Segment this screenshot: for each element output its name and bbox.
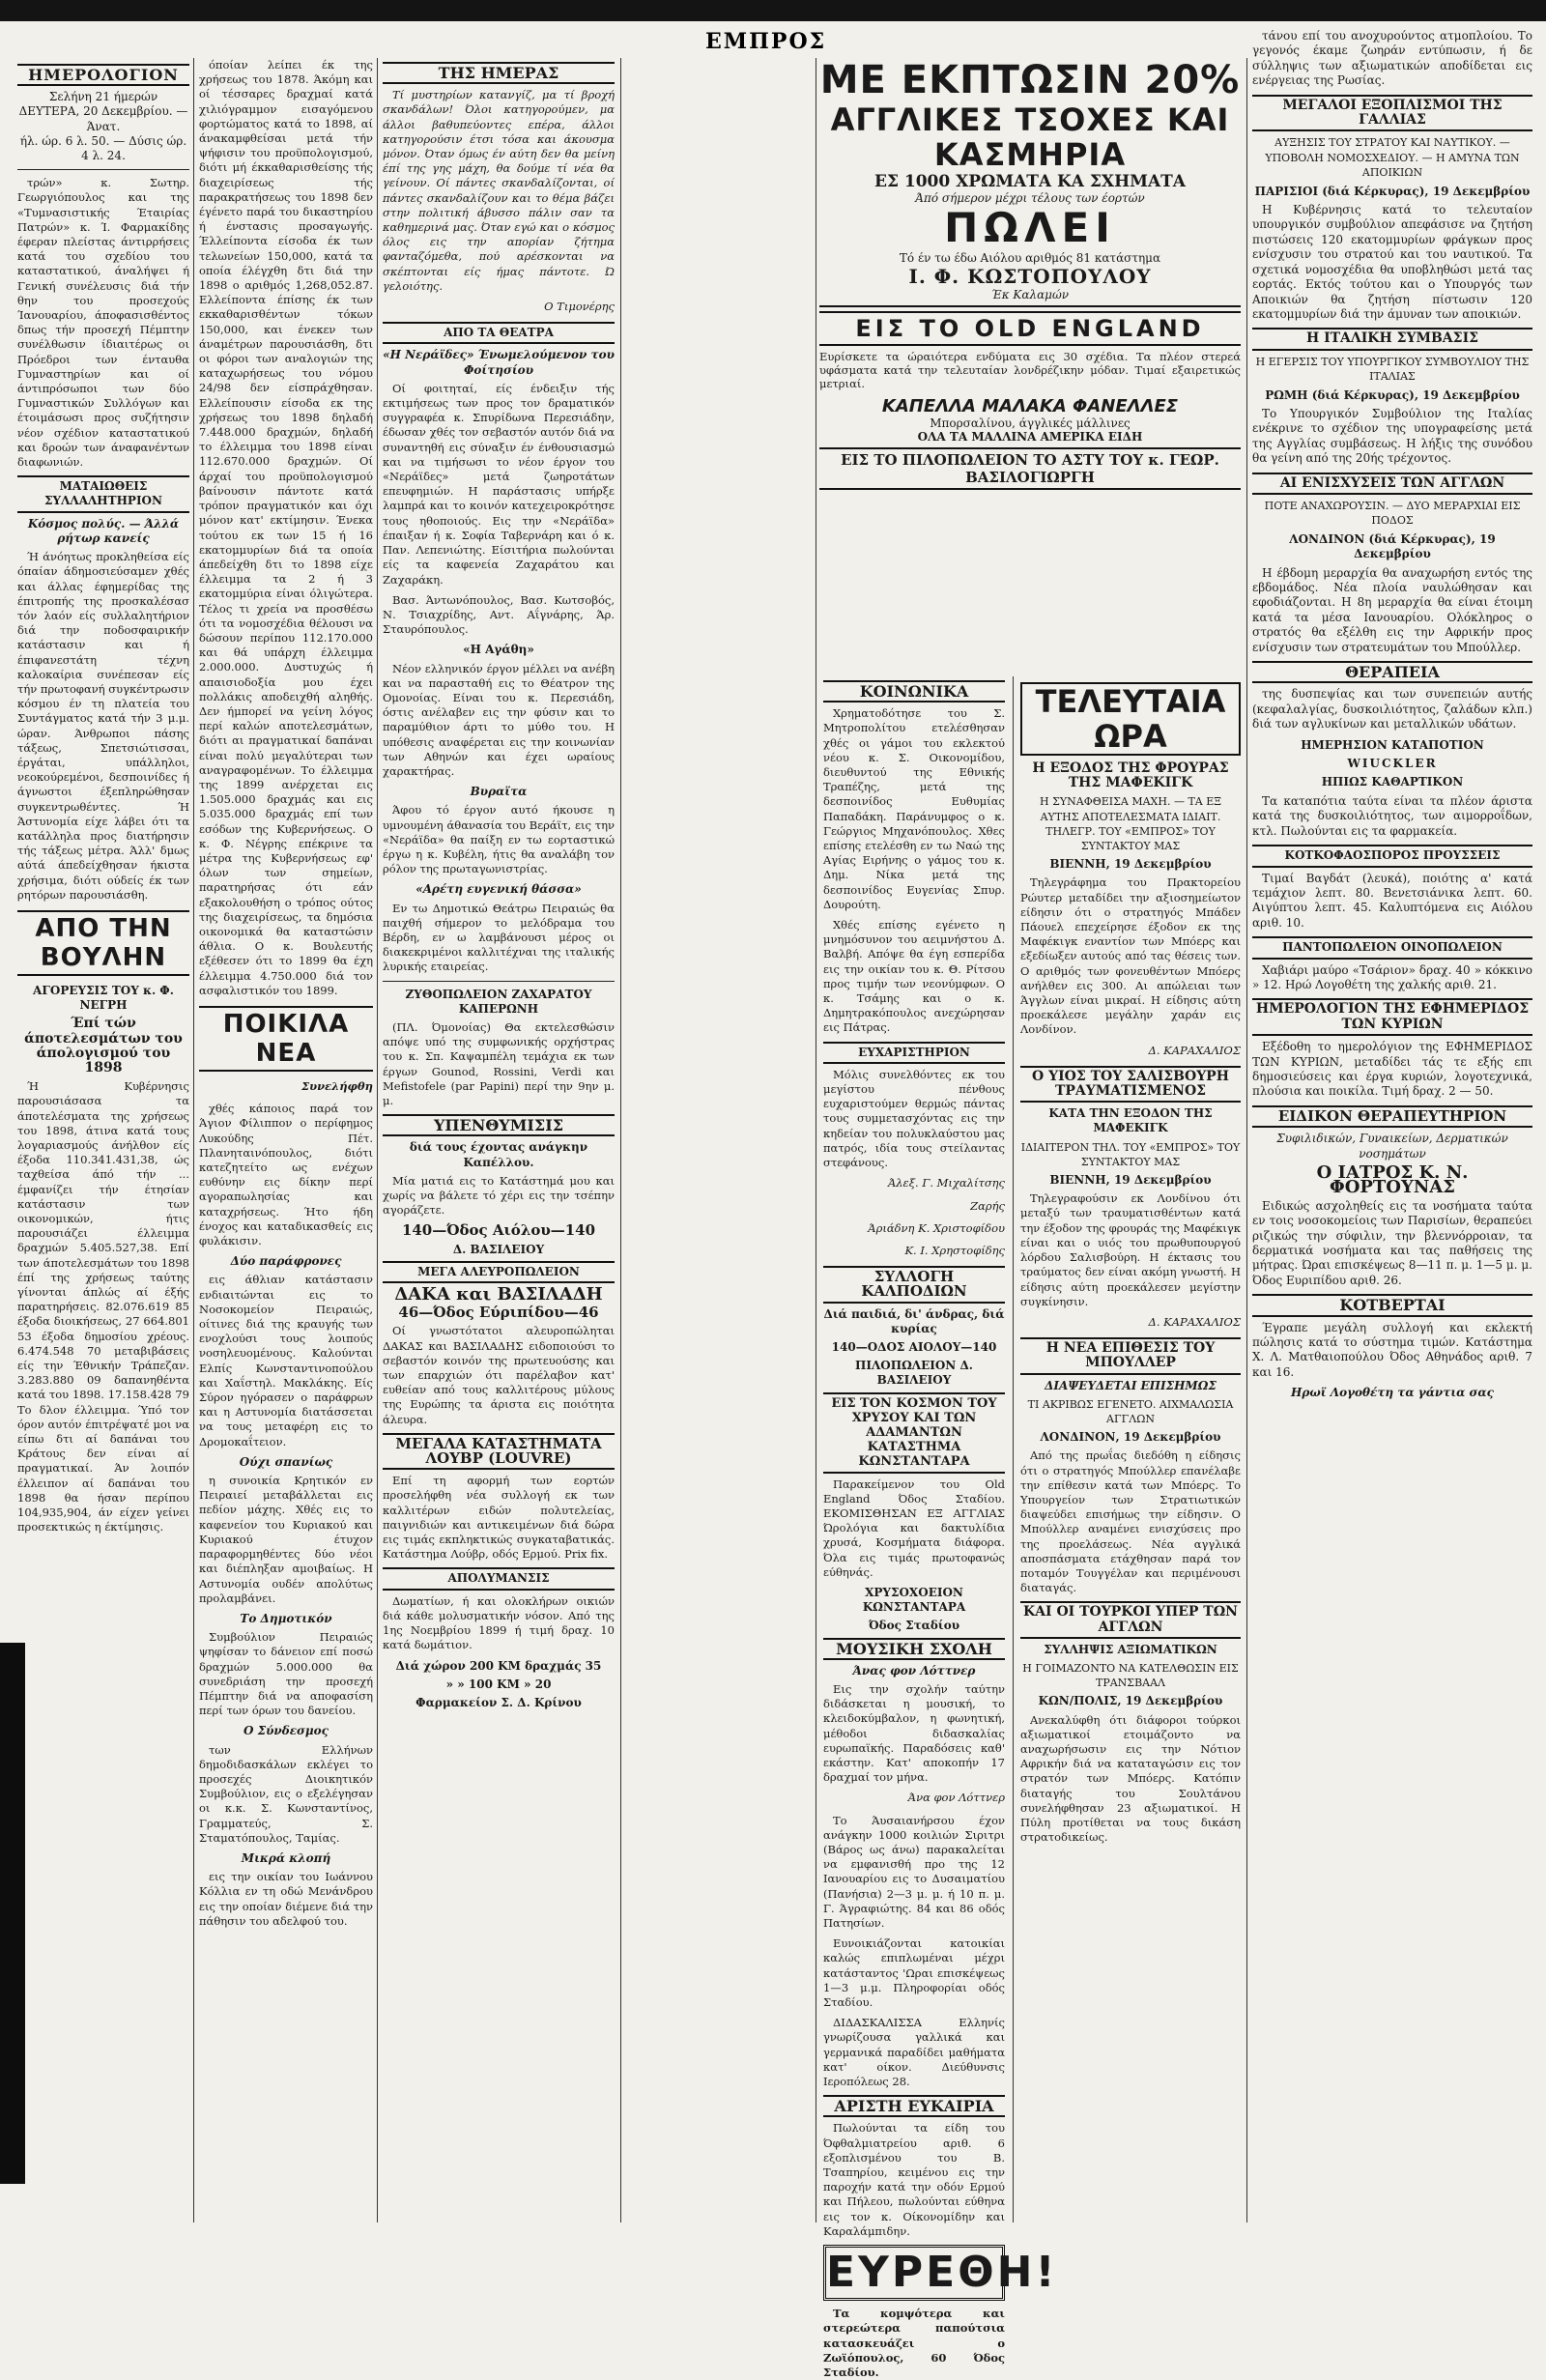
ad-text: Εις την σχολήν ταύτην διδάσκεται η μουσική, το κλειδοκύμβαλον, η φωνητική, μέθοδοι διδασκαλίας ευρωπαϊκής. Παραδόσεις καθ' εκάστην. Κατ' αποκοπήν 17 δραχμαί τον μήνα. [823, 1681, 1005, 1785]
item-head: Μικρά κλοπή [241, 1850, 331, 1865]
article-text: Χρηματοδότησε του Σ. Μητροπολίτου ετελέσθησαν χθές οι γάμοι του εκλεκτού νέου κ. Σ. Οικονομίδου, διευθυντού της Εθνικής Τραπέζης, μετά της δεσποινίδος Ευθυμίας Παπαδάκη. Παράνυμφος ο κ. Γεώργιος Μηχανόπουλος. Χθες επίσης ετελέσθη εν τω Ναώ της Αγίας Ειρήνης ο γάμος του κ. Δημ. Νίκα μετά της δεσποινίδος Ευγενίας Σπυρ. Δουρούτη. [823, 706, 1005, 911]
ad-text: Μία ματιά εις το Κατάστημά μου και χωρίς να βάλετε τό χέρι εις την τσέπην αγοράζετε. [383, 1173, 615, 1218]
ad-line: » » 100 ΚΜ » 20 [445, 1677, 552, 1691]
column-rule [1013, 676, 1014, 2222]
divider [383, 981, 615, 982]
news-subtitle: Η ΣΥΝΑΦΘΕΙΣΑ ΜΑΧΗ. — ΤΑ ΕΞ ΑΥΤΗΣ ΑΠΟΤΕΛΕΣΜΑΤΑ ΙΔΙΑΙΤ. ΤΗΛΕΓΡ. ΤΟΥ «ΕΜΠΡΟΣ» ΤΟΥ ΣΥΝΤΑΚΤΟΥ ΜΑΣ [1040, 795, 1221, 853]
advertisement-block [819, 58, 1241, 494]
ad-text: Τα καταπότια ταύτα είναι τα πλέον άριστα κατά της δυσκοιλιότητος, των αιμορροΐδων, κτλ. Πωλούνται εις τα φαρμακεία. [1252, 793, 1532, 838]
dateline: ΡΩΜΗ (διά Κέρκυρας), 19 Δεκεμβρίου [1265, 387, 1520, 402]
item-head: Ο Σύνδεσμος [243, 1724, 329, 1738]
ad-title: ΑΡΙΣΤΗ ΕΥΚΑΙΡΙΑ [823, 2095, 1005, 2117]
article-text: Το Υπουργικόν Συμβούλιον της Ιταλίας ενέκρινε το σχέδιον της υπογραφείσης μετά της Αγγλίας συμβάσεως. Η λήξις της συνόδου θα γείνη από της 20ής τρέχοντος. [1252, 406, 1532, 466]
ad-headline: ΚΑΠΕΛΛΑ ΜΑΛΑΚΑ ΦΑΝΕΛΛΕΣ [881, 396, 1179, 416]
section-title: ΑΠΟ ΤΑ ΘΕΑΤΡΑ [383, 322, 615, 344]
ad-title: ΚΟΤΒΕΡΤΑΙ [1252, 1294, 1532, 1316]
news-title: ΜΕΓΑΛΟΙ ΕΞΟΠΛΙΣΜΟΙ ΤΗΣ ΓΑΛΛΙΑΣ [1252, 95, 1532, 132]
ad-name: Δ. ΒΑΣΙΛΕΙΟΥ [452, 1242, 545, 1256]
kostopoulos-ad [819, 58, 1241, 307]
ad-title: ΜΕΓΑ ΑΛΕΥΡΟΠΩΛΕΙΟΝ [383, 1261, 615, 1283]
column-7 [1252, 29, 1532, 2222]
section-lead: Έπί τών άποτελεσμάτων του άπολογισμού του 1898 [24, 1016, 183, 1075]
section-title: ΜΑΤΑΙΩΘΕΙΣ ΣΥΛΛΑΛΗΤΗΡΙΟΝ [17, 475, 189, 512]
ad-title: ΖΥΘΟΠΩΛΕΙΟΝ ΖΑΧΑΡΑΤΟΥ ΚΑΠΕΡΩΝΗ [405, 987, 592, 1016]
article-text: Από της πρωΐας διεδόθη η είδησις ότι ο στρατηγός Μπούλλερ επανέλαβε την επίθεσιν κατά των Μπόερς. Το Υπουργείον των Στρατιωτικών διαψεύδει επισήμως την είδησιν. Ο Μπούλλερ αναμένει ενισχύσεις προ της προελάσεως. Νέα αγγλικά αποσπάσματα ετάχθησαν παρά τον ποταμόν Τουγγέλαν και περιμένουσι διαταγάς. [1020, 1448, 1241, 1595]
column-rule [1246, 58, 1247, 2222]
ad-title: ΘΕΡΑΠΕΙΑ [1252, 661, 1532, 683]
item-head: Ούχι σπανίως [239, 1454, 333, 1469]
news-subtitle: Η ΓΟΙΜΑΖΟΝΤΟ ΝΑ ΚΑΤΕΛΘΩΣΙΝ ΕΙΣ ΤΡΑΝΣΒΑΑΛ [1022, 1661, 1239, 1690]
ad-subtitle: Άνας φον Λόττνερ [852, 1663, 976, 1677]
news-subtitle: ΑΥΞΗΣΙΣ ΤΟΥ ΣΤΡΑΤΟΥ ΚΑΙ ΝΑΥΤΙΚΟΥ. — ΥΠΟΒΟΛΗ ΝΟΜΟΣΧΕΔΙΟΥ. — Η ΑΜΥΝΑ ΤΩΝ ΑΠΟΙΚΙΩΝ [1265, 136, 1520, 180]
ad-title: ΥΠΕΝΘΥΜΙΣΙΣ [383, 1114, 615, 1136]
top-ink-band [0, 0, 1546, 21]
article-text: Άφου τό έργον αυτό ήκουσε η υμνουμένη άθανασία του Βεράϊτ, εις την «Νεράϊδα» θα παίξη εν τω εορταστικώ έργω η κ. Κυβέλη, ήτις θα αναλάβη τον ρόλον της πρωταγωνιστρίας. [383, 803, 615, 876]
article-text: Ή Κυβέρνησις παρουσιάσασα τα άποτελέσματα της χρήσεως του 1898, άτινα κατά τους λογαριασμούς άνήλθον είς έξοδα 110.341.431,38, ώς ταχθείσα άπό τήν ... έμφανίζει τήν έτησίαν κατάστασιν των οικονομικών, ήτις παρουσιάζει έλλειμμα δραχμών 5.405.527,38. Επί των άποτελεσμάτων του 1898 έπί της χρήσεως ταύτης γίνονται άπλώς αί έξής παρατηρήσεις. 82.076.619 85 έξοδα διοικήσεως, 27 664.801 53 έξοδα δημοσίου χρέους. 6.474.548 70 μεταβιβάσεις είς την Έθνικήν Τράπεζαν. 3.283.880 09 δαπανηθέντα κατά του 1898. 17.158.428 79 Το δλον έλλειμμα. Ύπό τον όρον αυτόν έπιτρέψατέ μοι να είπω δτι αί δαπάναι του Κράτους δεν είναι αί πραγματικαί. Άν λοιπόν έλλειπον αί δαπάναι του 1898 θα ήσαν περίπου 104,935,904, άν είχεν γείνει προσεκτικώς η έκτίμησις. [17, 1079, 189, 1534]
ad-name: Ο ΙΑΤΡΟΣ Κ. Ν. ΦΟΡΤΟΥΝΑΣ [1316, 1162, 1469, 1198]
dateline: ΠΑΡΙΣΙΟΙ (διά Κέρκυρας), 19 Δεκεμβρίου [1254, 184, 1531, 198]
news-subtitle: ΠΟΤΕ ΑΝΑΧΩΡΟΥΣΙΝ. — ΔΥΟ ΜΕΡΑΡΧΙΑΙ ΕΙΣ ΠΟΔΟΣ [1264, 499, 1521, 528]
section-subtitle: ΑΓΟΡΕΥΣΙΣ ΤΟΥ κ. Φ. ΝΕΓΡΗ [33, 983, 174, 1013]
article-text: Τί μυστηρίων κατανγίζ, μα τί βροχή σκανδάλων! Όλοι κατηγορούμεν, μα άλλοι βαθυπεύοντες επέρα, άλλοι κατηγορούσιν έτσι τόσα και άκουσμα μόνον. Όταν όμως έν αύτη δεν θα μείνη έπί της γης μάχη, θα δούμε τί νέα θα γείνουν. Οί πάντες σκανδαλίζονται, οί πάντες σκανδαλίζουν και το θέμα βάζει στην πολιτική άβυσσο πάλιν σαν τα καθημερινά μας. Όταν εγώ και ο κόσμος όλος εις την απορίαν ζήτημα φανταζόμεθα, πού αρέσκονται να σκέπτονται είς ήμας πάντοτε. Ώ γελοιότης. [383, 88, 615, 293]
article-text: εις άθλιαν κατάστασιν ενδιαιτώνται εις το Νοσοκομείον Πειραιώς, οίτινες διά της κραυγής των ενοχλούσι τους λοιπούς νοσηλευομένους. Καλούνται Ελπίς Κωνσταντινοπούλου και Χαΐστηλ. Μακλάκης. Είς Σύρον ηγόρασεν ο παράφρων και η Αστυνομία διατάσσεται να τους μεταφέρη εις το Δρομοκαΐτειον. [199, 1273, 373, 1448]
ad-text: Ειδικώς ασχοληθείς εις τα νοσήματα ταύτα εν τοις νοσοκομείοις των Παρισίων, θεραπεύει ριζικώς την σύφιλιν, την βλεννόρροιαν, τα δερματικά νοσήματα και τας παθήσεις της μήτρας. Ώραι επισκέψεως 8—11 π. μ. 1—5 μ. μ. Όδος Ευριπίδου αριθ. 26. [1252, 1198, 1532, 1287]
article-text: τάνου επί του ανοχυρούντος ατμοπλοίου. Το γεγονός έκαμε ζωηράν εντύπωσιν, ή δε σύλληψις των αξιωματικών αποδίδεται εις ενέργειας της Ρωσίας. [1252, 29, 1532, 88]
news-title: Η ΕΞΟΔΟΣ ΤΗΣ ΦΡΟΥΡΑΣ ΤΗΣ ΜΑΦΕΚΙΓΚ [1032, 760, 1229, 791]
ad-subtitle: Διά παιδιά, δι' άνδρας, διά κυρίας [823, 1306, 1005, 1335]
ad-text: Παρακείμενον του Old England Όδος Σταδίου. ΕΚΟΜΙΣΘΗΣΑΝ ΕΞ ΑΓΓΛΙΑΣ Ώρολόγια και δακτυλίδια χρυσά, Κοσμήματα διάφορα. Όλα εις τιμάς πρωτοφανώς εύθηνάς. [823, 1477, 1005, 1579]
ad-text: ΔΙΔΑΣΚΑΛΙΣΣΑ Ελληνίς γνωρίζουσα γαλλικά και γερμανικά παραδίδει μαθήματα κατ' οίκον. Διεύθυνσις Ιεροπόλεως 28. [823, 2016, 1005, 2089]
article-text: Μόλις συνελθόντες εκ του μεγίστου πένθους ευχαριστούμεν θερμώς πάντας τους συμμετασχόντας εις την κηδείαν του πολυκλαύστου μας πατρός, ιδία τους στείλαντας στεφάνους. [823, 1067, 1005, 1170]
signature: Ο Τιμονέρης [544, 300, 615, 314]
signature: Δ. ΚΑΡΑΧΑΛΙΟΣ [1148, 1314, 1241, 1329]
dateline: ΛΟΝΔΙΝΟΝ (διά Κέρκυρας), 19 Δεκεμβρίου [1289, 531, 1496, 561]
column-2 [199, 58, 373, 2232]
ad-text: Το Άυσαιανήρσου έχον ανάγκην 1000 κοιλιών Σιριτρι (Βάρος ως άνω) παρακαλείται να εμφανισθή προ της 12 Ιανουαρίου εις το Δυσαιματίου (Πανήσια) 2—3 μ. μ. ή 10 π. μ. Γ. Άγραφιώτης. 84 και 86 οδός Πατησίων. [823, 1813, 1005, 1931]
section-subtitle: Κόσμος πολύς. — Άλλά ρήτωρ κανείς [27, 516, 180, 545]
ad-title: ΗΜΕΡΟΛΟΓΙΟΝ ΤΗΣ ΕΦΗΜΕΡΙΔΟΣ ΤΩΝ ΚΥΡΙΩΝ [1252, 998, 1532, 1036]
last-hour-title: ΤΕΛΕΥΤΑΙΑ ΩΡΑ [1020, 682, 1241, 756]
ad-address: 140—Όδος Αιόλου—140 [401, 1221, 596, 1240]
column-rule [620, 58, 621, 2222]
ad-subtitle: WIUCKLER [1347, 757, 1438, 771]
news-subtitle: ΚΑΤΑ ΤΗΝ ΕΞΟΔΟΝ ΤΗΣ ΜΑΦΕΚΙΓΚ [1048, 1106, 1213, 1135]
ad-name: ΔΑΚΑ και ΒΑΣΙΛΑΔΗ [394, 1284, 603, 1305]
article-text: Ανεκαλύφθη ότι διάφοροι τούρκοι αξιωματικοί ετοιμάζοντο να αναχωρήσωσιν εις την Νότιον Αφρικήν διά να καταταγώσιν εις τον στρατόν των Μπόερς. Κατόπιν διαταγής του Σουλτάνου συνελήφθησαν 23 αξιωματικοί. Η Πύλη προτίθεται να τους δικάση στρατοδικείως. [1020, 1712, 1241, 1845]
ad-text: Έγραπε μεγάλη συλλογή και εκλεκτή πώλησις κατά το σύστημα τιμών. Κατάστημα Χ. Λ. Ματθαιοπούλου Όδος Αθηνάδος αριθ. 7 και 16. [1252, 1320, 1532, 1379]
signature: Ζαρής [970, 1198, 1005, 1213]
article-text: χθές κάποιος παρά τον Άγιον Φίλιππον ο περίφημος Λυκούδης Πέτ. Πλανηταινόπουλος, διότι κατεζητείτο ως ενέχων ευθύνην εις δίκην περί αγοραπωλησίας και καταχρήσεως. Ήτο ήδη ένοχος και καταδικασθείς εις φυλάκισιν. [199, 1102, 373, 1248]
ad-subline: Άπό σήμερον μέχρι τέλους των έορτών [915, 191, 1145, 205]
ad-text: Τα κομψότερα και στερεώτερα παπούτσια κατασκευάζει ο Ζωϊόπουλος, 60 Όδος Σταδίου. [823, 2307, 1005, 2379]
boule-title: ΑΠΟ ΤΗΝ ΒΟΥΛΗΝ [17, 910, 189, 976]
article-text: Νέον ελληνικόν έργον μέλλει να ανέβη και να παρασταθή εις το Θέατρον της Ομονοίας. Είναι του κ. Περεσιάδη, όστις ανέλαβεν εις την φύσιν και το παραμύθιον άρτι το μύθο του. Η υπόθεσις αναφέρεται εις την κοινωνίαν των Αθηνών και έχει ωραίους χαρακτήρας. [383, 661, 615, 778]
article-text: η συνοικία Κρητικόν εν Πειραιεί μεταβάλλεται εις πεδίον μάχης. Χθές εις το καφενείον του Κυριακού και Κυριακού έτυχον παραφορμηθέντες δύο νέοι και διέπληξαν αμοιβαίως. Η Αστυνομία ουδέν απολύτως προλαμβάνει. [199, 1474, 373, 1605]
dateline: ΒΙΕΝΝΗ, 19 Δεκεμβρίου [1049, 1173, 1212, 1188]
ad-text: Τιμαί Βαγδάτ (λευκά), ποιότης α' κατά τεμάχιον λεπτ. 80. Βενετσιάνικα λεπτ. 60. Αιγύπτου λεπτ. 45. Καλυπτόμενα εις Αιόλου αριθ. 10. [1252, 871, 1532, 930]
signature: Άνα φον Λόττνερ [907, 1791, 1005, 1805]
ad-address: 46—Όδος Εύριπίδου—46 [398, 1304, 599, 1322]
calendar-line: ΔΕΥΤΕΡΑ, 20 Δεκεμβρίου. — Άνατ. [18, 104, 188, 133]
item-head: Βυραϊτα [470, 785, 528, 799]
dateline: ΚΩΝ/ΠΟΛΙΣ, 19 Δεκεμβρίου [1038, 1694, 1223, 1708]
ad-title: ΣΥΛΛΟΓΗ ΚΑΛΠΟΔΙΩΝ [823, 1266, 1005, 1303]
ad-address: 140—ΟΔΟΣ ΑΙΟΛΟΥ—140 [831, 1339, 997, 1354]
ad-text: Ευνοικιάζονται κατοικίαι καλώς επιπλωμέναι μέχρι κατάσταντος 'Ωραι επισκέψεως 1—3 μ.μ. Πληροφορίαι οδός Σταδίου. [823, 1936, 1005, 2010]
ad-subline: ΟΛΑ ΤΑ ΜΑΛΛΙΝΑ ΑΜΕΡΙΚΑ ΕΙΔΗ [917, 430, 1143, 444]
ad-text: Ευρίσκετε τα ώραιότερα ενδύματα εις 30 σχέδια. Τα πλέον στερεά υφάσματα κατά την τελευταίαν λονδρέζικην μόδαν. Τιμαί εξαιρετικώς μετριαί. [819, 350, 1241, 390]
ad-name: ΠΙΛΟΠΩΛΕΙΟΝ Δ. ΒΑΣΙΛΕΙΟΥ [855, 1359, 973, 1388]
item-head: «Αρέτη ευγενική θάσσα» [415, 882, 582, 897]
ad-text: Πωλούνται τα είδη του Όφθαλμιατρείου αριθ. 6 εξοπλισμένου του Β. Τσαπηρίου, κειμένου εις την παροχήν κατά την οδόν Ερμού και Πήλεου, πωλούνται εύθηνα εις τον κ. Οίκονομίδην και Καραλάμπιδην. [823, 2121, 1005, 2238]
ad-headline: ΑΓΓΛΙΚΕΣ ΤΣΟΧΕΣ ΚΑΙ ΚΑΣΜΗΡΙΑ [830, 101, 1230, 173]
ad-title: ΚΟΤΚΟΦΑΟΣΠΟΡΟΣ ΠΡΟΥΣΣΕΙΣ [1252, 845, 1532, 867]
news-title: ΑΙ ΕΝΙΣΧΥΣΕΙΣ ΤΩΝ ΑΓΓΛΩΝ [1252, 473, 1532, 495]
ad-subline: Τό έν τω έδω Αιόλου αριθμός 81 κατάστημα [899, 251, 1161, 265]
article-text: Τηλεγραφούσιν εκ Λονδίνου ότι μεταξύ των τραυματισθέντων κατά την έξοδον της φρουράς της Μαφέκιγκ είναι και ο υιός του πρωθυπουργού λόρδου Σαλισβούρη. Η έκτασις του τραύματος δεν είναι ακόμη γνωστή. Η είδησις αύτη προεκάλεσεν μεγίστην συγκίνησιν. [1020, 1191, 1241, 1308]
item-head: Το Δημοτικόν [240, 1611, 332, 1625]
section-title: ΕΥΧΑΡΙΣΤΗΡΙΟΝ [823, 1042, 1005, 1064]
ad-name: ΧΡΥΣΟΧΟΕΙΟΝ ΚΩΝΣΤΑΝΤΑΡΑ [862, 1585, 966, 1615]
news-title: Η ΙΤΑΛΙΚΗ ΣΥΜΒΑΣΙΣ [1252, 328, 1532, 350]
item-head: Συνελήφθη [301, 1079, 373, 1093]
ad-subline: Έκ Καλαμών [990, 288, 1070, 301]
masthead: ΕΜΠΡΟΣ [705, 29, 827, 54]
dateline: ΒΙΕΝΝΗ, 19 Δεκεμβρίου [1049, 857, 1212, 872]
ad-headline: ΜΕ ΕΚΠΤΩΣΙΝ 20% [819, 58, 1241, 102]
eurethi-headline: ΕΥΡΕΘΗ! [823, 2245, 1005, 2301]
ad-subtitle: Συφιλιδικών, Γυναικείων, Δερματικών νοσημάτων [1276, 1132, 1508, 1161]
article-text: Η Κυβέρνησις κατά το τελευταίον υπουργικόν συμβούλιον απεφάσισε να ζητήση πιστώσεις 120 εκατομμυρίων φράγκων προς ενίσχυσιν του στρατού και του ναυτικού. Τα σχετικά νομοσχέδια θα υποβληθώσι μετά τας εορτάς. Εκτός τούτου και ο Υπουργός των Αποικιών θα ζητήση πίστωσιν 120 εκατομμυρίων διά την άμυναν των αποικιών. [1252, 203, 1532, 321]
article-text: των Ελλήνων δημοδιδασκάλων εκλέγει το προσεχές Διοικητικόν Συμβούλιον, εις ο εξελέγησαν οι κ.κ. Σ. Κωνσταντίνος, Γραμματεύς, Σ. Σταματόπουλος, Ταμίας. [199, 1742, 373, 1845]
ad-subline: Μπορσαλίνου, άγγλικές μάλλινες [930, 416, 1131, 430]
ad-headline: ΠΩΛΕΙ [944, 204, 1116, 251]
ad-text: (ΠΛ. Όμονοίας) Θα εκτελεσθώσιν απόψε υπό της συμφωνικής ορχήστρας του κ. Σπ. Καψαμπέλη τεμάχια εκ των έργων Gounod, Rossini, Verdi και Mefistofele (par Papini) περί την 9ην μ. μ. [383, 1019, 615, 1107]
ad-title: ΕΙΣ ΤΟΝ ΚΟΣΜΟΝ ΤΟΥ ΧΡΥΣΟΥ ΚΑΙ ΤΩΝ ΑΔΑΜΑΝΤΩΝ ΚΑΤΑΣΤΗΜΑ ΚΩΝΣΤΑΝΤΑΡΑ [823, 1392, 1005, 1474]
news-title: Ο ΥΙΟΣ ΤΟΥ ΣΑΛΙΣΒΟΥΡΗ ΤΡΑΥΜΑΤΙΣΜΕΝΟΣ [1020, 1066, 1241, 1103]
ad-subline: ΕΣ 1000 ΧΡΩΜΑΤΑ ΚΑ ΣΧΗΜΑΤΑ [873, 172, 1186, 191]
article-text: Χθές επίσης εγένετο η μνημόσυνον του αειμνήστου Δ. Βαλβή. Απόψε θα έγη εσπερίδα εις την οικίαν του κ. Θ. Ρίτσου προς τιμήν των νεονύμφων. Ο κ. Τσάμης και ο κ. Δημητρακόπουλος ανεχώρησαν εις Πάτρας. [823, 918, 1005, 1035]
item-head: «Η Αγάθη» [463, 643, 534, 657]
ad-subtitle: ΗΠΙΩΣ ΚΑΘΑΡΤΙΚΟΝ [1321, 775, 1464, 789]
article-text: Οί φοιτηταί, είς ένδειξιν τής εκτιμήσεως των προς τον δραματικόν συγγραφέα κ. Σπυρίδωνα Περεσιάδην, έδωσαν χθές τον σεβαστόν αυτόν διά να συναντηθή εις σύναξιν έν ένθουσιασμώ και να τιμήσωσι το νέον έργον του «Νεράϊδες» μετά ζωηροτάτων επευφημιών. Η παράστασις υπήρξε λαμπρά και το κοινόν κατεχειροκρότησε τους ηθοποιούς. Εις την «Νεράϊδα» έπαιξαν ή κ. Σοφία Ταβερνάρη και ό κ. Παν. Λεπενιώτης. Είσιτήρια πωλούνται είς τα καφενεία Ζαχαράτου και Ζαχαράκη. [383, 381, 615, 587]
old-england-ad: ΕΙΣ ΤΟ OLD ENGLAND [819, 311, 1241, 346]
section-title: ΤΗΣ ΗΜΕΡΑΣ [383, 62, 615, 84]
column-5 [823, 676, 1058, 2379]
article-text: τρών» κ. Σωτηρ. Γεωργιόπουλος και της «Τυμνασιστικής Έταιρίας Πατρών» κ. Ί. Φαρμακίδης έφεραν πλείστας άντιρρήσεις κατά του σχεδίου του καταστατικού, άναλήψει ή Γενική συνέλευσις διά τήν θην του προσεχούς Ίανουαρίου, άποφασισθέντος δπως τήν προσεχή Πέμπτην συνέλθωσιν ίδιαιτέρως οι Πρόεδροι των ένταυθα Γυμναστηρίων και οί άντιπρόσωποι των δύο Γυμναστικών Συλλόγων και έτοιμάσωσι προς συζήτησιν νέον σχέδιον καταστατικού και δροών των άναφανέντων διαφωνιών. [17, 176, 189, 470]
signature: Άλεξ. Γ. Μιχαλίτσης [887, 1176, 1005, 1190]
news-subtitle: ΤΙ ΑΚΡΙΒΩΣ ΕΓΕΝΕΤΟ. ΑΙΧΜΑΛΩΣΙΑ ΑΓΓΛΩΝ [1027, 1397, 1234, 1425]
divider [17, 169, 189, 170]
signature: Κ. Ι. Χρηστοφίδης [904, 1243, 1005, 1257]
calendar-line: Σελήνη 21 ήμερών [48, 90, 158, 104]
article-text: Τηλεγράφημα του Πρακτορείου Ρώυτερ μεταδίδει την αξιοσημείωτον είδησιν ότι ο στρατηγός Μπάδεν Πάουελ επεχείρησε έξοδον εκ της Μαφέκιγκ εναντίον των Μπόερς και εξεδίωξεν αυτούς από τας θέσεις των. Ο αριθμός των φονευθέντων Μπόερς ανήλθεν εις 300. Αι απώλειαι των Άγγλων είναι μικραί. Η είδησις αύτη προεκάλεσε μεγάλην χαράν εις Λονδίνον. [1020, 875, 1241, 1037]
ad-title: ΠΑΝΤΟΠΩΛΕΙΟΝ ΟΙΝΟΠΩΛΕΙΟΝ [1252, 936, 1532, 959]
ad-text: Χαβιάρι μαύρο «Τσάριον» δραχ. 40 » κόκκινο » 12. Ηρώ Λογοθέτη της χαλκής αριθ. 21. [1252, 962, 1532, 991]
article-text: Βασ. Άντωνόπουλος, Βασ. Κωτσοβός, Ν. Τσιαχρίδης, Αντ. Αΐγνάρης, Άρ. Σταυρόπουλος. [383, 592, 615, 637]
item-head: Δύο παράφρονες [230, 1254, 342, 1269]
ad-title: ΜΕΓΑΛΑ ΚΑΤΑΣΤΗΜΑΤΑ ΛΟΥΒΡ (LOUVRE) [383, 1433, 615, 1470]
news-subtitle: ΙΔΙΑΙΤΕΡΟΝ ΤΗΛ. ΤΟΥ «ΕΜΠΡΟΣ» ΤΟΥ ΣΥΝΤΑΚΤΟΥ ΜΑΣ [1020, 1140, 1241, 1168]
article-text: εις την οικίαν του Ιωάννου Κόλλια εν τη οδώ Μενάνδρου εις την οποίαν διέμενε διά την πάθησιν του αδελφού του. [199, 1870, 373, 1928]
ad-subtitle: διά τους έχοντας ανάγκην Καπέλλου. [409, 1140, 588, 1169]
article-text: Ή άνόητως προκληθείσα είς όπαίαν άδημοσιεύσαμεν χθές και άλλας έφημερίδας της έπιτροπής της προσκαλέσασ τόν λαόν είς συλλαλητήριον διά την ποδοσφαιρικήν κατάστασιν και ή έπιφανεστάτη τέχνη καλοκαίρια συνέπεσαν είς τήν πρωτοφανή συγκέντρωσιν κόσμου έν τη πλατεία του Συντάγματος κατά τήν 3 μ.μ. ώραν. Άνθρωποι πάσης τάξεως, Σπετσιώτισσαι, έργάται, υπάλληλοι, νεοκούρεμένοι, δεσποινίδες ή άγνωστοι έξεπληρώθησαν συγκεντρωθέντες. Ή Άστυνομία είχε λάβει ότι τα κατάλληλα προς διατήρησιν τής τάξεως μέτρα. Άλλ' δμως αύτά άπεδείχθησαν ήκιστα χρήσιμα, διότι ούδείς έκ των ρητόρων παρουσιάσθη. [17, 550, 189, 902]
article-text: Η έβδομη μεραρχία θα αναχωρήση εντός της εβδομάδος. Νέα πλοία ναυλώθησαν και εφοδιάζονται. Η 8η μεραρχία θα είναι έτοιμη κατά τα μέσα Ιανουαρίου. Ολόκληρος ο στρατός θα εξέλθη εις την Αφρικήν προς ενίσχυσιν των στρατευμάτων του Μπούλλερ. [1252, 565, 1532, 654]
ad-name: Ι. Φ. ΚΩΣΤΟΠΟΥΛΟΥ [908, 265, 1152, 288]
ad-name: Φαρμακείον Σ. Δ. Κρίνου [415, 1695, 582, 1709]
signature: Δ. ΚΑΡΑΧΑΛΙΟΣ [1148, 1043, 1241, 1057]
ad-title: ΗΜΕΡΗΣΙΟΝ ΚΑΤΑΠΟΤΙΟΝ [1301, 737, 1484, 752]
asty-ad: ΕΙΣ ΤΟ ΠΙΛΟΠΩΛΕΙΟΝ ΤΟ ΑΣΤΥ ΤΟΥ κ. ΓΕΩΡ. ΒΑΣΙΛΟΓΙΩΡΓΗ [819, 447, 1241, 490]
ad-line: Ηρωϊ Λογοθέτη τα γάντια σας [1291, 1386, 1494, 1400]
news-subtitle: ΣΥΛΛΗΨΙΣ ΑΞΙΩΜΑΤΙΚΩΝ [1044, 1642, 1217, 1656]
ad-text: Οί γνωστότατοι αλευροπώληται ΔΑΚΑΣ και ΒΑΣΙΛΑΔΗΣ ειδοποιούσι το σεβαστόν κοινόν της πρωτευούσης και των επαρχιών ότι παρέλαβον κατ' ευθείαν από τους καλλιτέρους μύλους της Ευρώπης τα άριστα εις ποιότητα άλευρα. [383, 1324, 615, 1426]
column-6 [1020, 676, 1241, 2222]
ad-line: Διά χώρον 200 ΚΜ δραχμάς 35 [395, 1658, 602, 1673]
ad-text: Δωματίων, ή και ολοκλήρων οικιών διά κάθε μολυσματικήν νόσον. Από της 1ης Νοεμβρίου 1899 ή τιμή δραχ. 10 κατά δωμάτιον. [383, 1593, 615, 1652]
column-rule [377, 58, 378, 2222]
ad-title: ΜΟΥΣΙΚΗ ΣΧΟΛΗ [823, 1638, 1005, 1660]
ad-text: της δυσπεψίας και των συνεπειών αυτής (κεφαλαλγίας, δυσκοιλιότητος, ζαλάδων κλπ.) διά των αγλυκίνων και μεταλλικών υδάτων. [1252, 687, 1532, 731]
news-title: Η ΝΕΑ ΕΠΙΘΕΣΙΣ ΤΟΥ ΜΠΟΥΛΛΕΡ [1020, 1337, 1241, 1374]
article-text: Εν τω Δημοτικώ Θεάτρω Πειραιώς θα παιχθή σήμερον το μελόδραμα του Βέρδη, εν ω λαμβάνουσι μέρος οι διακεκριμένοι καλλιτέχναι της ιταλικής λυρικής εταιρείας. [383, 901, 615, 974]
dateline: ΛΟΝΔΙΝΟΝ, 19 Δεκεμβρίου [1040, 1430, 1221, 1445]
section-title: ΚΟΙΝΩΝΙΚΑ [823, 680, 1005, 703]
ad-address: Όδος Σταδίου [868, 1619, 960, 1633]
column-1 [17, 58, 189, 2232]
calendar-title: ΗΜΕΡΟΛΟΓΙΟΝ [17, 64, 189, 86]
poikila-title: ΠΟΙΚΙΛΑ ΝΕΑ [199, 1006, 373, 1072]
ad-text: Επί τη αφορμή των εορτών προσελήφθη νέα συλλογή εκ των καλλιτέρων ειδών πολυτελείας, παιγνιδιών και αντικειμένων διά δώρα εις τιμάς εκπληκτικώς συγκαταβατικάς. Κατάστημα Λούβρ, οδός Ερμού. Prix fix. [383, 1474, 615, 1562]
calendar-line: ήλ. ώρ. 6 λ. 50. — Δύσις ώρ. 4 λ. 24. [19, 133, 187, 163]
article-text: Συμβούλιον Πειραιώς ψηφίσαν το δάνειον επί ποσώ δραχμών 5.000.000 θα συνεδριάση την προσεχή Πέμπτην διά να αποφασίση περί των όρων του δανείου. [199, 1630, 373, 1718]
section-subtitle: «Η Νεράϊδες» Ένωμελούμενον του Φοίτησίου [383, 348, 615, 377]
signature: Άριάδνη Κ. Χριστοφίδου [868, 1220, 1005, 1235]
column-3 [383, 58, 615, 2232]
ad-title: ΑΠΟΛΥΜΑΝΣΙΣ [383, 1567, 615, 1590]
column-rule [193, 58, 194, 2222]
ad-title: ΕΙΔΙΚΟΝ ΘΕΡΑΠΕΥΤΗΡΙΟΝ [1252, 1105, 1532, 1128]
ad-text: Εξέδοθη το ημερολόγιον της ΕΦΗΜΕΡΙΔΟΣ ΤΩΝ ΚΥΡΙΩΝ, μεταδίδει τάς τε εξής επι δημοσιεύσεις και έργα κυριών, λογοτεχνικά, πλούσια και ποικίλα. Τιμή δραχ. 2 — 50. [1252, 1040, 1532, 1099]
news-subtitle: ΔΙΑΨΕΥΔΕΤΑΙ ΕΠΙΣΗΜΩΣ [1045, 1378, 1217, 1392]
news-subtitle: Η ΕΓΕΡΣΙΣ ΤΟΥ ΥΠΟΥΡΓΙΚΟΥ ΣΥΜΒΟΥΛΙΟΥ ΤΗΣ ΙΤΑΛΙΑΣ [1255, 355, 1530, 384]
article-text: όποίαν λείπει έκ της χρήσεως του 1878. Άκόμη και οί τέσσαρες δραχμαί κατά χιλιόγραμμον εισαγόμενου φορτώματος κατά το 1898, αί άνακαμφθείσαι μετά τήν ψήφισιν του προϋπολογισμού, διότι μή έκκαθαρισθείσης τής διαχειρίσεως τής παρακρατήσεως του 1898 δεν έγένετο παρά του δικαστηρίου ή ένστασις προσαγωγής. Έλλείποντα είσοδα έκ των τελωνείων 150,000, κατά τα οποία έλέγχθη δτι διά την 1898 ο αριθμός 1,268,052.87. Ελλείποντα έπίσης έκ των εκκαθαρισθέντων τόκων 150,000, και ένεκεν των άναμέτρων παρουσιάσθη, δτι οι φόροι των αναλογιών της καταχωρήσεως του νόμου 24/98 δεν είσπράχθησαν. Ελλείπουσιν είσοδα εκ της χρήσεως του 1898 δηλαδή 7.448.000 δραχμών, δηλαδή το έλλειμμα του 1898 είναι 112.670.000 δραχμών. Οί άρχαί του προϋπολογισμού βαίνουσιν πάντοτε κατά τρόπον πραγματικόν και όχι μόνον κατ' εκτίμησιν. Ένεκα τούτου εκ των 15 ή 16 εκατομμυρίων διά τα οποία άπεδείχθη δτι το 1898 είχε έλλειμμα τα 2 ή 3 εκατομμύρια είναι όλιγώτερα. Τέλος τι χρεία να προσθέσω ότι τα νομοσχέδια θέλουσι να δώσουν περίπου 112.170.000 και θά υπάρχη έλλειμμα 2.000.000. Δυστυχώς ή απαισιοδοξία μου έχει πολλάκις αποδειχθή αληθής. Δεν ήμπορεί να γείνη λόγος περί καλών αποτελεσμάτων, διότι αι πραγματικαί δαπάναι είναι πολύ μεγαλύτεραι των αναγραφομένων. Το έλλειμμα της 1899 ανέρχεται εις 1.505.000 δραχμάς και εις 5.035.000 δραχμάς επί των εσόδων της Κυβερνήσεως. Ο κ. Φ. Νέγρης επέκρινε τα μέτρα της Κυβερνήσεως εφ' όλων των σημείων, παρατηρήσας ότι εάν εξακολουθήση ο τρόπος ούτος της διαχειρίσεως, τα δημόσια οικονομικά θα καταστώσιν άθλια. Ο κ. Βουλευτής εξέθεσεν ότι το 1899 θα έχη έλλειμμα 4.750.000 διά τον ασφαλιστικόν του 1899. [199, 58, 373, 997]
news-title: ΚΑΙ ΟΙ ΤΟΥΡΚΟΙ ΥΠΕΡ ΤΩΝ ΑΓΓΛΩΝ [1020, 1601, 1241, 1638]
